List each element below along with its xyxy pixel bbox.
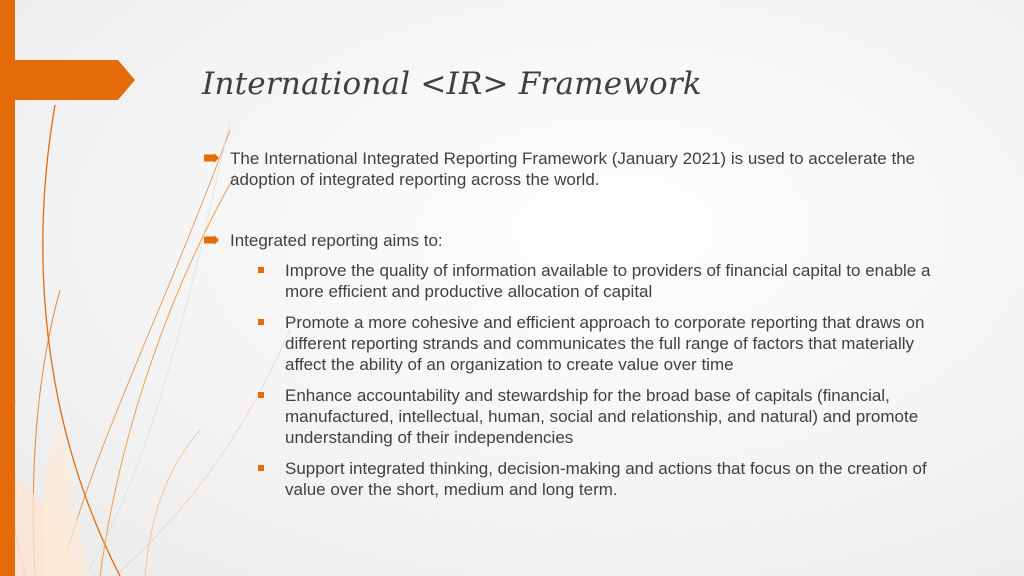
square-bullet-icon	[258, 267, 264, 273]
sub-bullet-item	[230, 260, 934, 302]
square-bullet-icon	[258, 465, 264, 471]
sub-bullet-text: Improve the quality of information available to providers of financial capital to enable a more efficient and productive allocation of capital	[285, 261, 931, 301]
slide-title: International <IR> Framework	[202, 66, 702, 102]
aims-list	[230, 260, 934, 500]
arrow-right-icon	[204, 153, 219, 163]
title-arrow-banner	[0, 60, 135, 100]
decorative-light-shape	[42, 420, 90, 576]
sub-bullet-item	[230, 312, 934, 375]
sub-bullet-item	[230, 385, 934, 448]
bullet-item	[204, 148, 934, 190]
bullet-item	[204, 230, 934, 500]
sub-bullet-text: Enhance accountability and stewardship for the broad base of capitals (financial, manufactured, intellectual, human, social and relationship, and natural) and promote understanding of their independencies	[285, 386, 919, 447]
bullet-text: Integrated reporting aims to:	[230, 231, 443, 250]
sub-bullet-text: Support integrated thinking, decision-making and actions that focus on the creation of value over the short, medium and long term.	[285, 459, 927, 499]
arrow-right-icon	[204, 235, 219, 245]
slide-content	[204, 148, 934, 510]
decorative-curve-line	[145, 430, 200, 576]
sub-bullet-text: Promote a more cohesive and efficient approach to corporate reporting that draws on different reporting strands and communicates the full range of factors that materially affect the ability of an organization to create value over time	[285, 313, 925, 374]
sub-bullet-item	[230, 458, 934, 500]
square-bullet-icon	[258, 392, 264, 398]
bullet-text: The International Integrated Reporting Framework (January 2021) is used to accelerate the adoption of integrated reporting across the world.	[230, 149, 916, 189]
square-bullet-icon	[258, 319, 264, 325]
